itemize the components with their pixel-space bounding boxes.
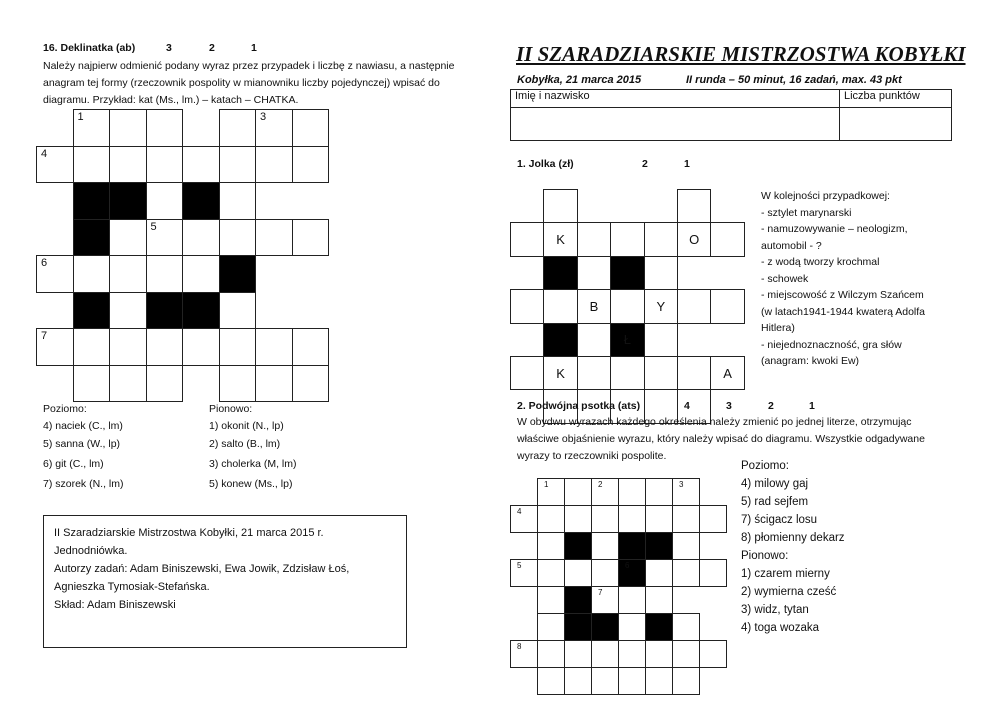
grid-cell[interactable] [537,505,565,533]
grid-cell[interactable] [564,478,592,506]
grid-cell[interactable] [677,222,711,256]
psotka-clues: Poziomo: 4) milowy gaj 5) rad sejfem 7) ścigacz losu 8) płomienny dekarz Pionowo: 1) czarem mierny 2) wymierna cześć 3) widz, tytan 4) toga wozaka [741,460,845,634]
grid-cell[interactable] [591,667,619,695]
grid-cell[interactable] [292,219,330,257]
black-cell [564,586,592,614]
place-date: Kobyłka, 21 marca 2015 [517,74,642,86]
grid-cell[interactable] [645,667,673,695]
black-cell [146,292,184,330]
grid-cell[interactable] [292,109,330,147]
given-letter: K [556,365,565,381]
jolka-diagram [510,189,744,381]
grid-cell[interactable] [219,219,257,257]
clue-number: 3 [679,480,684,489]
clue-number: 3 [260,111,267,123]
round-info: II runda – 50 minut, 16 zadań, max. 43 pkt [686,74,902,86]
given-letter: B [589,298,599,314]
psotka-points-4: 4 [684,400,690,412]
grid-cell[interactable] [255,328,293,366]
clue-number: 8 [517,642,522,651]
grid-cell[interactable] [73,255,111,293]
clue-number: 5 [150,220,157,233]
grid-cell[interactable] [677,289,711,323]
grid-cell[interactable] [537,640,565,668]
grid-cell[interactable] [146,182,184,220]
grid-cell[interactable] [699,640,727,668]
grid-cell[interactable] [255,219,293,257]
deklinatka-heading: 16. Deklinatka (ab) [43,42,136,54]
grid-cell[interactable] [677,356,711,390]
grid-cell[interactable] [543,189,577,223]
grid-cell[interactable] [645,559,673,587]
grid-cell[interactable] [292,328,330,366]
deklinatka-diagram [36,109,328,401]
grid-cell[interactable] [672,640,700,668]
psotka-diagram [510,478,726,651]
grid-cell[interactable] [618,613,646,641]
grid-cell[interactable] [537,586,565,614]
grid-cell[interactable] [591,640,619,668]
points-1: 1 [251,42,257,54]
grid-cell[interactable] [672,532,700,560]
points-2: 2 [209,42,215,54]
name-label: Imię i nazwisko [511,90,840,108]
grid-cell[interactable] [591,559,619,587]
grid-cell[interactable] [577,323,611,357]
deklinatka-down: Pionowo: 1) okonit (N., lp) 2) salto (B., lm) 3) cholerka (M, lm) 5) konew (Ms., lp) [209,403,297,490]
grid-cell[interactable] [564,667,592,695]
grid-cell[interactable] [537,478,565,506]
grid-cell[interactable] [645,505,673,533]
grid-cell[interactable] [510,640,538,668]
grid-cell[interactable] [73,146,111,184]
given-letter: Y [656,298,666,314]
grid-cell[interactable] [537,667,565,695]
grid-cell[interactable] [645,586,673,614]
grid-cell[interactable] [182,328,220,366]
grid-cell[interactable] [699,505,727,533]
clue-number: 7 [41,330,48,342]
grid-cell[interactable] [644,356,678,390]
grid-cell[interactable] [591,505,619,533]
grid-cell[interactable] [537,559,565,587]
grid-cell[interactable] [699,559,727,587]
credits-box: II Szaradziarskie Mistrzostwa Kobyłki, 21 marca 2015 r. Jednodniówka. Autorzy zadań: Adam Biniszewski, Ewa Jowik, Zdzisław Łoś, Agnieszka Tymosiak-Stefańska. Skład: Adam Biniszewski [43,515,407,648]
black-cell [182,182,220,220]
grid-cell[interactable] [672,559,700,587]
grid-cell[interactable] [36,255,74,293]
grid-cell[interactable] [146,219,184,257]
grid-cell[interactable] [618,586,646,614]
clue-number: 5 [517,561,522,570]
grid-cell[interactable] [182,146,220,184]
grid-cell[interactable] [146,328,184,366]
grid-cell[interactable] [109,219,147,257]
grid-cell[interactable] [537,532,565,560]
points-field[interactable] [840,108,952,141]
black-cell [564,532,592,560]
grid-cell[interactable] [510,559,538,587]
grid-cell[interactable] [510,289,544,323]
grid-cell[interactable] [644,222,678,256]
grid-cell[interactable] [710,222,744,256]
grid-cell[interactable] [610,222,644,256]
grid-cell[interactable] [73,109,111,147]
black-cell [182,292,220,330]
black-cell [618,559,646,587]
grid-cell[interactable] [577,356,611,390]
grid-cell[interactable] [564,505,592,533]
grid-cell[interactable] [510,505,538,533]
jolka-heading: 1. Jolka (zł) [517,158,574,170]
clue-number: 4 [41,147,48,160]
given-letter: A [723,365,732,381]
black-cell [109,182,147,220]
jolka-clues: W kolejności przypadkowej: - sztylet marynarski - namuzowywanie – neologizm, automobil - ? - z wodą tworzy krochmal - schowek - miejscowość z Wilczym Szańcem (w latach1941-1944 kwaterą Adolfa Hitlera) - niejednoznaczność, gra słów (anagram: kwoki Ew) [761,190,926,367]
grid-cell[interactable] [219,292,257,330]
grid-cell[interactable] [618,505,646,533]
grid-cell[interactable] [672,667,700,695]
grid-cell[interactable] [543,222,577,256]
grid-cell[interactable] [618,667,646,695]
grid-cell[interactable] [618,478,646,506]
black-cell [543,323,577,357]
grid-cell[interactable] [73,328,111,366]
grid-cell[interactable] [672,505,700,533]
grid-cell[interactable] [109,365,147,403]
grid-cell[interactable] [255,146,293,184]
deklinatka-intro: Należy najpierw odmienić podany wyraz przez przypadek i liczbę z nawiasu, a następnie anagram tej formy (rzeczownik pospolity w mianowniku liczby pojedynczej) wpisać do diagramu. Przykład: kat (Ms., lm.) – katach – CHATKA. [43,60,455,106]
given-letter: K [556,232,565,248]
grid-cell[interactable] [537,613,565,641]
black-cell [73,219,111,257]
psotka-points-1: 1 [809,400,815,412]
points-3: 3 [166,42,172,54]
grid-cell[interactable] [672,478,700,506]
grid-cell[interactable] [146,146,184,184]
grid-cell[interactable] [219,365,257,403]
grid-cell[interactable] [577,222,611,256]
grid-cell[interactable] [36,146,74,184]
grid-cell[interactable] [591,586,619,614]
given-letter: Ł [623,332,631,348]
black-cell [543,256,577,290]
deklinatka-across: Poziomo: 4) naciek (C., lm) 5) sanna (W., lp) 6) git (C., lm) 7) szorek (N., lm) [43,403,124,490]
name-field[interactable] [511,108,840,141]
grid-cell[interactable] [219,328,257,366]
grid-cell[interactable] [543,356,577,390]
clue-number: 4 [517,507,522,516]
clue-number: 7 [598,588,603,597]
grid-cell[interactable] [564,640,592,668]
clue-number: 1 [544,480,549,489]
grid-cell[interactable] [109,255,147,293]
grid-cell[interactable] [645,478,673,506]
clue-number: 2 [598,480,603,489]
grid-cell[interactable] [591,478,619,506]
grid-cell[interactable] [109,328,147,366]
grid-cell[interactable] [644,323,678,357]
given-letter: O [689,232,700,248]
grid-cell[interactable] [255,109,293,147]
grid-cell[interactable] [577,256,611,290]
black-cell [73,182,111,220]
black-cell [564,613,592,641]
grid-cell[interactable] [591,532,619,560]
grid-cell[interactable] [146,109,184,147]
grid-cell[interactable] [644,289,678,323]
clue-number: 6 [41,257,48,269]
grid-cell[interactable] [645,640,673,668]
grid-cell[interactable] [672,613,700,641]
grid-cell[interactable] [644,256,678,290]
grid-cell[interactable] [182,219,220,257]
grid-cell[interactable] [543,289,577,323]
grid-cell[interactable] [510,356,544,390]
black-cell [610,256,644,290]
page-title: II SZARADZIARSKIE MISTRZOSTWA KOBYŁKI [516,42,966,66]
grid-cell[interactable] [219,109,257,147]
black-cell [219,255,257,293]
black-cell [591,613,619,641]
grid-cell[interactable] [510,222,544,256]
grid-cell[interactable] [146,255,184,293]
grid-cell[interactable] [618,640,646,668]
grid-cell[interactable] [292,146,330,184]
grid-cell[interactable] [610,289,644,323]
grid-cell[interactable] [610,356,644,390]
psotka-heading: 2. Podwójna psotka (ats) [517,400,641,412]
jolka-points-2: 2 [642,158,648,170]
black-cell [618,532,646,560]
grid-cell[interactable] [577,289,611,323]
grid-cell[interactable] [564,559,592,587]
grid-cell[interactable] [36,328,74,366]
grid-cell[interactable] [182,255,220,293]
jolka-points-1: 1 [684,158,690,170]
name-table [510,89,952,141]
black-cell [73,292,111,330]
grid-cell[interactable] [292,365,330,403]
grid-cell[interactable] [73,365,111,403]
grid-cell[interactable] [710,356,744,390]
grid-cell[interactable] [255,365,293,403]
grid-cell[interactable] [219,182,257,220]
psotka-intro: W obydwu wyrazach każdego określenia należy zmienić po jednej literze, otrzymując właściwe objaśnienie wyrazu, który należy wpisać do diagramu. Wszystkie odgadywane wyrazy to rzeczowniki pospolite. [517,416,925,462]
grid-cell[interactable] [219,146,257,184]
grid-cell[interactable] [677,189,711,223]
clue-number: 1 [77,111,84,123]
grid-cell[interactable] [109,146,147,184]
grid-cell[interactable] [109,292,147,330]
points-label: Liczba punktów [840,90,952,108]
black-cell [610,323,644,357]
black-cell [645,613,673,641]
grid-cell[interactable] [146,365,184,403]
grid-cell[interactable] [710,289,744,323]
psotka-points-2: 2 [768,400,774,412]
clue-number: 6 [625,561,630,570]
grid-cell[interactable] [109,109,147,147]
black-cell [645,532,673,560]
psotka-points-3: 3 [726,400,732,412]
